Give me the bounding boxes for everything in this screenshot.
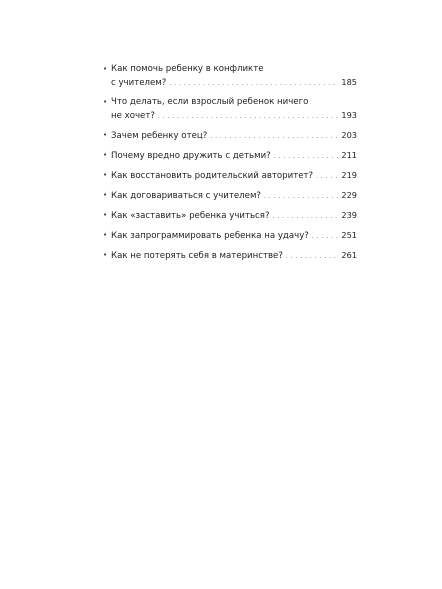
bullet-icon: •	[103, 191, 108, 199]
toc-entry-title: Что делать, если взрослый ребенок ничего	[111, 97, 309, 107]
dot-leader	[316, 170, 338, 183]
toc-entry-title: Как помочь ребенку в конфликте	[111, 64, 264, 74]
bullet-icon: •	[103, 65, 108, 73]
dot-leader	[169, 77, 338, 90]
toc-entry[interactable]	[103, 63, 357, 90]
toc-entry-title-continued: с учителем?	[111, 78, 167, 88]
toc-entry-title: Как запрограммировать ребенка на удачу?	[111, 231, 309, 241]
dot-leader	[274, 150, 338, 163]
toc-entry[interactable]	[103, 129, 357, 143]
toc-entry[interactable]	[103, 209, 357, 223]
toc-entry[interactable]	[103, 149, 357, 163]
toc-entry-title: Как восстановить родительский авторитет?	[111, 171, 314, 181]
toc-entry-title-continued: не хочет?	[111, 111, 155, 121]
toc-page-number: 193	[341, 110, 357, 120]
bullet-icon: •	[103, 251, 108, 259]
bullet-icon: •	[103, 211, 108, 219]
toc-page-number: 185	[341, 77, 357, 87]
toc-entry-title: Как договариваться с учителем?	[111, 191, 261, 201]
toc-entry[interactable]	[103, 249, 357, 263]
toc-entry-title: Зачем ребенку отец?	[111, 131, 208, 141]
dot-leader	[273, 210, 338, 223]
dot-leader	[264, 190, 338, 203]
dot-leader	[158, 110, 338, 123]
bullet-icon: •	[103, 131, 108, 139]
toc-page-number: 219	[341, 170, 357, 180]
toc-page-number: 239	[341, 210, 357, 220]
toc-page-number: 229	[341, 190, 357, 200]
toc-entry[interactable]	[103, 189, 357, 203]
dot-leader	[312, 230, 338, 243]
bullet-icon: •	[103, 151, 108, 159]
toc-entry-title: Почему вредно дружить с детьми?	[111, 151, 271, 161]
bullet-icon: •	[103, 98, 108, 106]
dot-leader	[286, 250, 338, 263]
toc-page-number: 211	[341, 150, 357, 160]
toc-entry[interactable]	[103, 96, 357, 123]
toc-entry-title: Как не потерять себя в материнстве?	[111, 251, 283, 261]
toc-entry-title: Как «заставить» ребенка учиться?	[111, 211, 270, 221]
dot-leader	[210, 130, 338, 143]
toc-page-number: 251	[341, 230, 357, 240]
toc-entry[interactable]	[103, 169, 357, 183]
table-of-contents	[103, 63, 357, 269]
toc-page-number: 203	[341, 130, 357, 140]
toc-entry[interactable]	[103, 229, 357, 243]
toc-page-number: 261	[341, 250, 357, 260]
bullet-icon: •	[103, 231, 108, 239]
bullet-icon: •	[103, 171, 108, 179]
